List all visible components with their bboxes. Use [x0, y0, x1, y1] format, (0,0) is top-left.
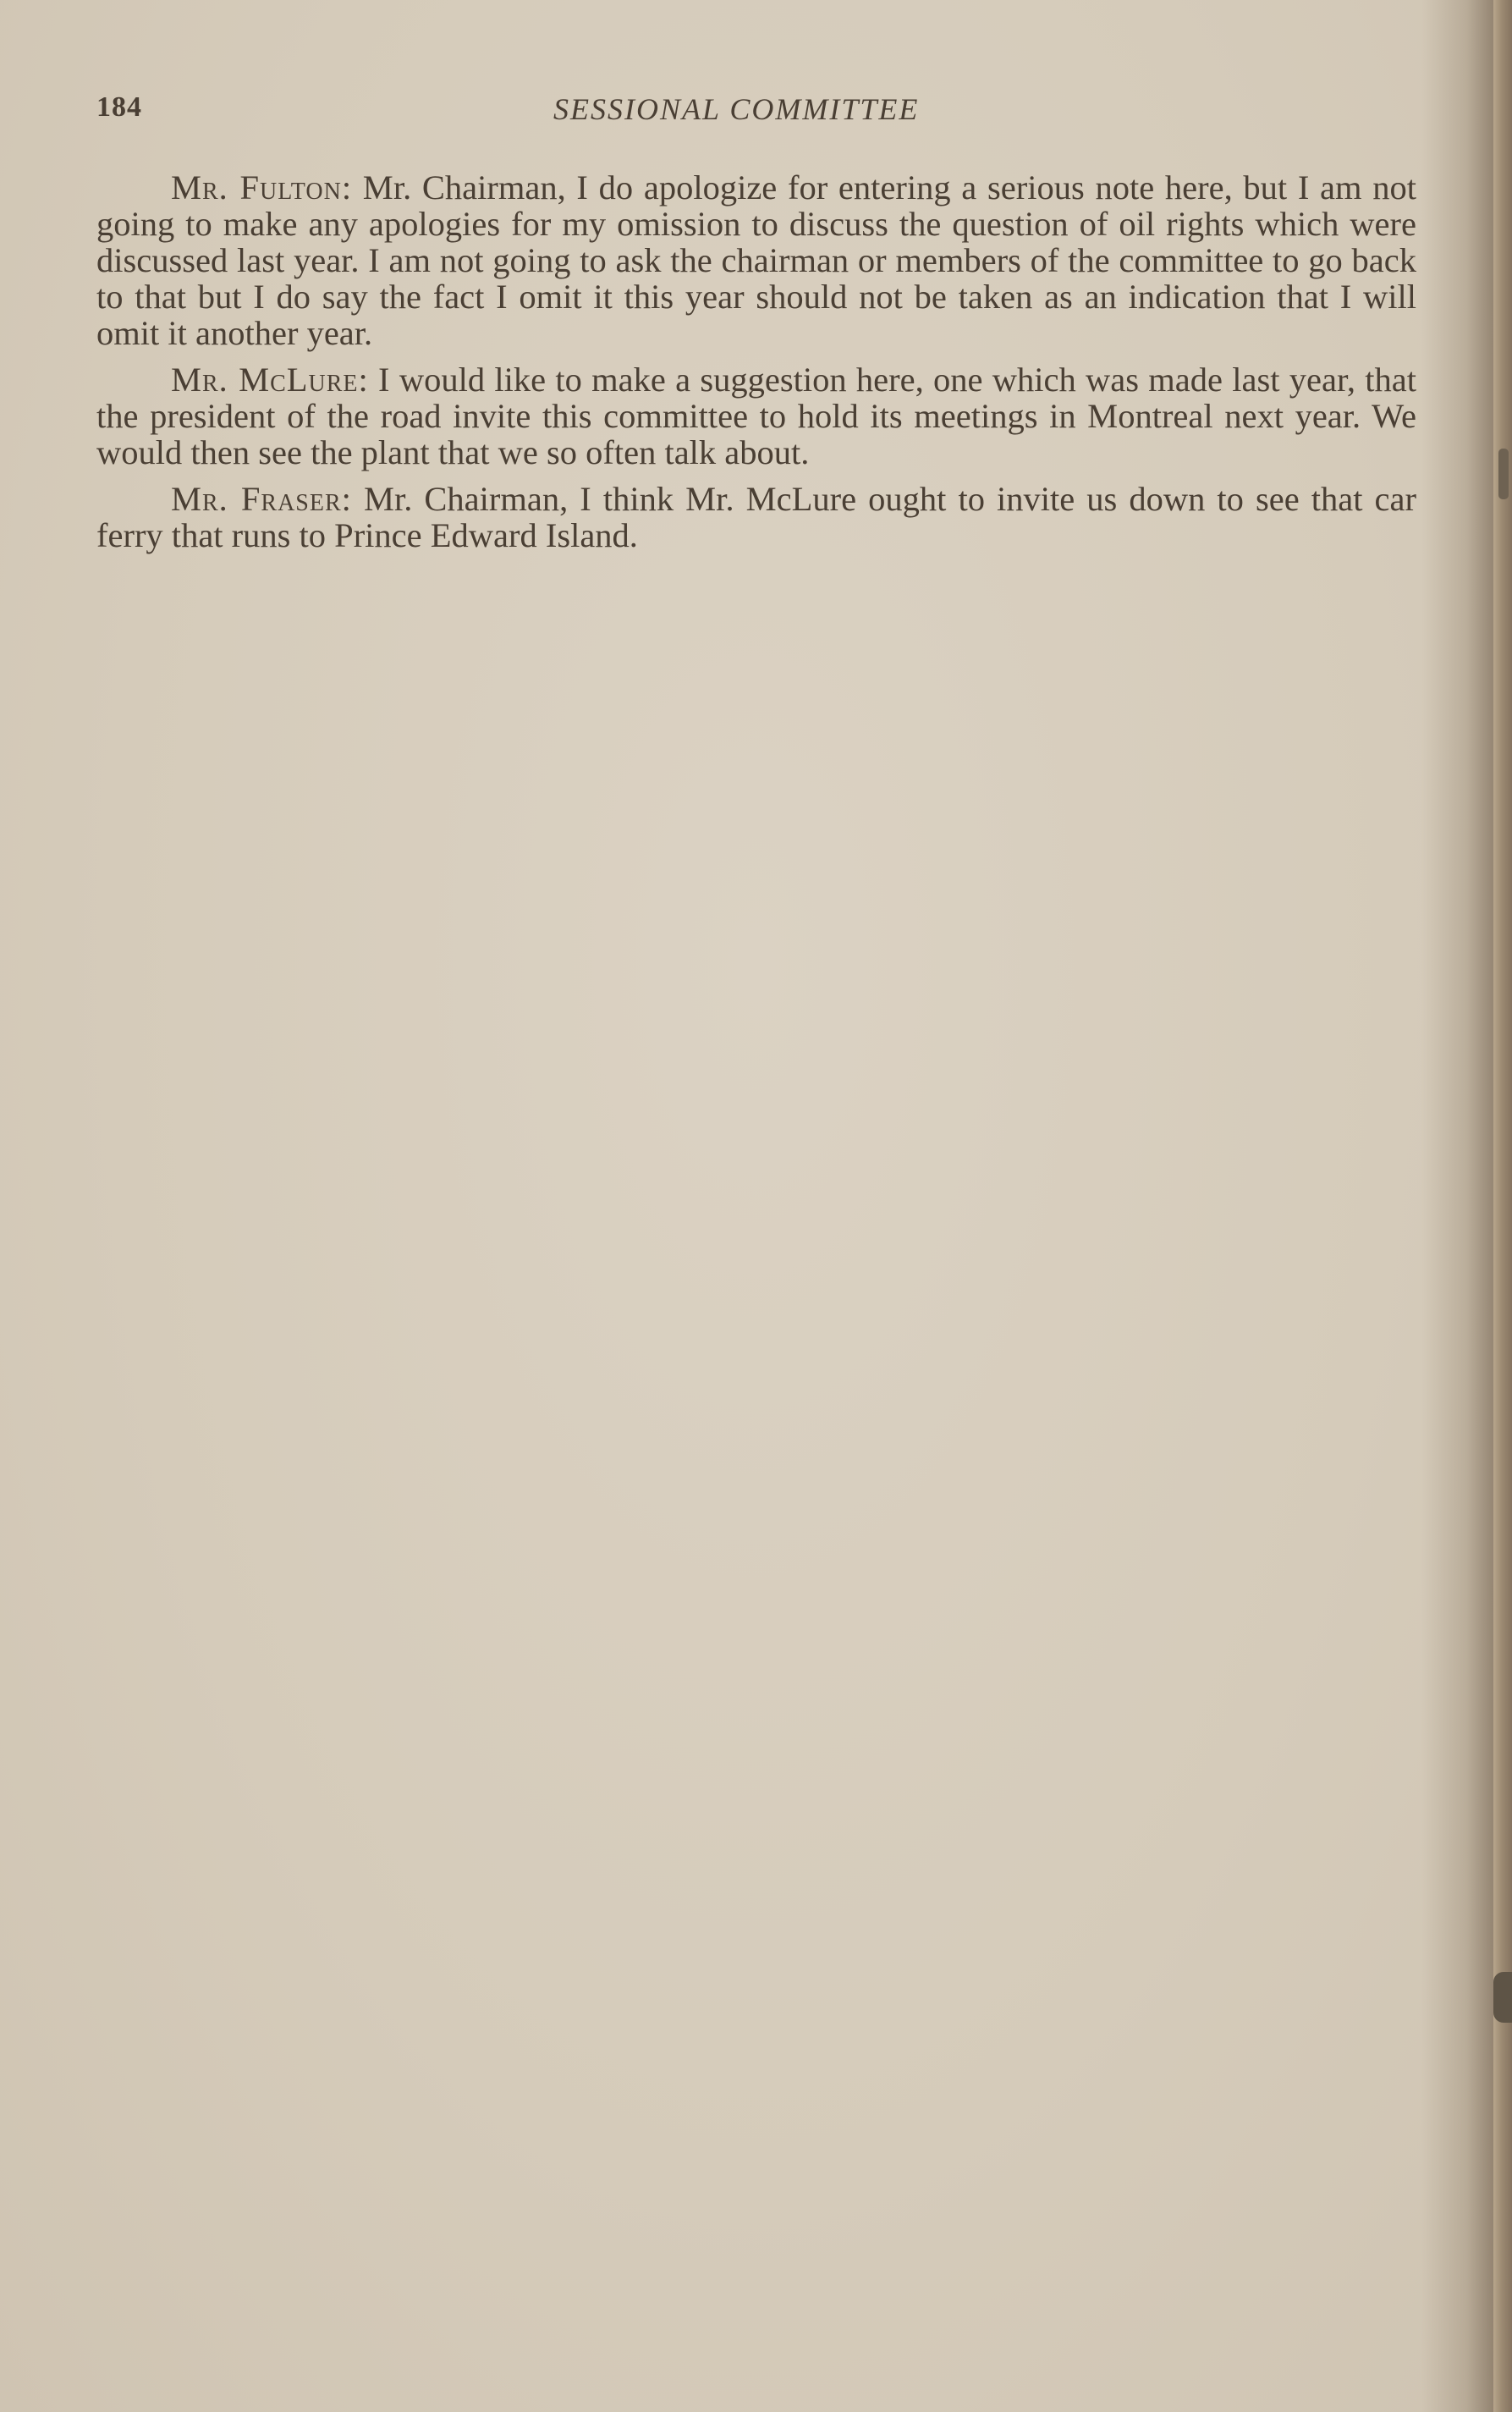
paragraph-mclure: [96, 361, 1416, 471]
running-head: SESSIONAL COMMITTEE: [553, 92, 920, 126]
paragraph-fulton: [96, 169, 1416, 351]
speaker-name: Mr. McLure:: [171, 361, 369, 399]
page-edge-tab: [1493, 1972, 1512, 2023]
page-header: [96, 91, 1416, 134]
speech-text: Mr. Chairman, I think Mr. McLure ought to invite us down to see that car ferry that runs to Prince Edward Island.: [96, 480, 1416, 554]
page-edge-mark: [1498, 449, 1509, 499]
page-number: 184: [96, 91, 142, 123]
speaker-name: Mr. Fraser:: [171, 480, 352, 518]
page-body: [96, 169, 1416, 564]
speech-text: I would like to make a suggestion here, one which was made last year, that the president of the road invite this committee to hold its meetings in Montreal next year. We would then see the plant that we so often talk about.: [96, 361, 1416, 471]
speech-text: Mr. Chairman, I do apologize for entering a serious note here, but I am not going to make any apologies for my omission to discuss the question of oil rights which were discussed last year. I am not going to ask the chairman or members of the committee to go back to that but I do say the fact I omit it this year should not be taken as an indication that I will omit it another year.: [96, 168, 1416, 352]
book-spine-shadow: [1493, 0, 1512, 2412]
paragraph-fraser: [96, 481, 1416, 553]
speaker-name: Mr. Fulton:: [171, 168, 353, 207]
